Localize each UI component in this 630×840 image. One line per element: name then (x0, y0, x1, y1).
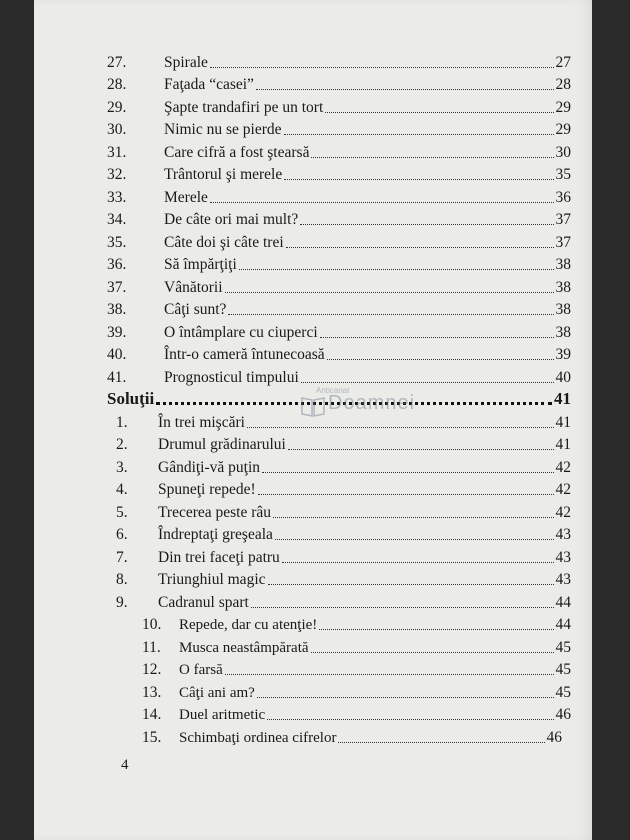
toc-entry-page: 30 (555, 143, 571, 161)
book-icon (300, 394, 326, 418)
dot-leader (300, 224, 553, 225)
toc-entry-title: Din trei faceţi patru (158, 548, 280, 566)
toc-entry-title: Drumul grădinarului (158, 436, 286, 453)
toc-entry (34, 299, 592, 322)
toc-entry-page: 35 (555, 166, 571, 183)
toc-entry-number: 38. (107, 301, 127, 318)
dot-leader (228, 314, 553, 315)
toc-entry-title: Schimbaţi ordinea cifrelor (179, 729, 337, 746)
toc-entry-page: 42 (555, 458, 571, 476)
dot-leader (225, 674, 554, 675)
toc-entry-number: 35. (107, 233, 127, 251)
dot-leader (319, 629, 553, 630)
toc-entry-title: Să împărţiţi (164, 256, 237, 273)
dot-leader (311, 157, 553, 158)
toc-entry-title: În trei mişcări (158, 413, 245, 431)
toc-entry-page: 43 (555, 571, 571, 588)
toc-entry (34, 276, 592, 299)
toc-entry (34, 546, 592, 569)
toc-entry-page: 38 (555, 301, 571, 318)
toc-entry-title: Într-o cameră întunecoasă (164, 346, 325, 363)
dot-leader (338, 742, 544, 743)
watermark (300, 386, 416, 426)
toc-entry-number: 1. (116, 413, 128, 431)
toc-entry-page: 37 (555, 233, 571, 251)
dot-leader (258, 494, 554, 495)
toc-entry-number: 5. (116, 503, 128, 521)
dot-leader (247, 427, 554, 428)
dot-leader (267, 719, 553, 720)
toc-entry-page: 41 (555, 436, 571, 453)
toc-entry-title: De câte ori mai mult? (164, 211, 299, 228)
toc-entry-page: 29 (555, 121, 571, 138)
toc-entry-page: 39 (555, 346, 571, 363)
toc-entry-title: O farsă (179, 662, 223, 678)
dot-leader (282, 562, 554, 563)
toc-entry-number: 40. (107, 346, 127, 363)
page-folio: 4 (121, 757, 129, 773)
toc-entry (34, 591, 592, 614)
toc-entry-title: Repede, dar cu atenţie! (179, 617, 318, 633)
toc-entry (34, 704, 592, 727)
dot-leader (239, 269, 554, 270)
toc-entry-page: 43 (555, 548, 571, 566)
toc-entry (34, 51, 592, 74)
toc-entry-number: 27. (107, 53, 127, 71)
dot-leader (327, 359, 554, 360)
toc-entry-title: Spirale (164, 53, 208, 71)
toc-entry-title: Trântorul şi merele (164, 166, 283, 183)
toc-entry-number: 12. (142, 661, 162, 678)
toc-entry-title: Nimic nu se pierde (164, 121, 282, 138)
toc-entry-title: Duel aritmetic (179, 707, 266, 723)
toc-entry-number: 30. (107, 121, 127, 138)
toc-entry (34, 119, 592, 142)
dot-leader (301, 382, 554, 383)
toc-entry (34, 456, 592, 479)
toc-entry (34, 164, 592, 187)
toc-entry-page: 41 (554, 389, 571, 408)
toc-entry-title: Prognosticul timpului (164, 368, 299, 386)
toc-entry-number: 33. (107, 188, 127, 206)
dot-leader (210, 67, 554, 68)
toc-entry-number: 4. (116, 481, 128, 498)
toc-entry-page: 44 (555, 616, 571, 633)
toc-entry (34, 726, 592, 749)
toc-entry-page: 41 (555, 413, 571, 431)
toc-entry (34, 614, 592, 637)
toc-entry-title: Soluţii (107, 389, 155, 408)
toc-entry-title: Trecerea peste râu (158, 503, 272, 521)
toc-entry-page: 29 (555, 98, 571, 116)
watermark-big-text: Doamnei (328, 392, 416, 414)
toc-entry-number: 3. (116, 458, 128, 476)
toc-entry-number: 9. (116, 593, 128, 611)
dot-leader (320, 337, 554, 338)
dot-leader (257, 697, 554, 698)
toc-entry-number: 7. (116, 548, 128, 566)
toc-entry-number: 29. (107, 98, 127, 116)
dot-leader (311, 652, 554, 653)
dot-leader (325, 112, 553, 113)
dot-leader (284, 179, 553, 180)
dot-leader (268, 584, 554, 585)
toc-entry-page: 40 (555, 368, 571, 386)
toc-entry-page: 36 (555, 188, 571, 206)
toc-entry-title: Musca neastâmpărată (179, 639, 309, 656)
toc-entry (34, 231, 592, 254)
toc-entry-number: 36. (107, 256, 127, 273)
toc-entry-number: 2. (116, 436, 128, 453)
toc-entry-page: 44 (555, 593, 571, 611)
toc-entry-number: 37. (107, 278, 127, 296)
toc-entry-page: 38 (555, 323, 571, 341)
toc-entry (34, 524, 592, 547)
toc-entry-number: 41. (107, 368, 127, 386)
dot-leader (275, 539, 554, 540)
toc-entry-number: 15. (142, 728, 162, 746)
toc-entry-page: 42 (555, 481, 571, 498)
toc-entry-title: Câte doi şi câte trei (164, 233, 284, 251)
toc-entry-number: 14. (142, 706, 162, 723)
toc-entry-number: 11. (142, 638, 161, 656)
toc-entry-page: 46 (555, 706, 571, 723)
toc-entry (34, 659, 592, 682)
toc-entry (34, 681, 592, 704)
toc-entry (34, 434, 592, 457)
toc-entry-title: Gândiţi-vă puţin (158, 458, 261, 476)
dot-leader (210, 202, 554, 203)
toc-entry-title: O întâmplare cu ciuperci (164, 323, 318, 341)
toc-entry (34, 209, 592, 232)
book-page (34, 0, 592, 840)
dot-leader (288, 449, 554, 450)
toc-entry (34, 344, 592, 367)
toc-entry-page: 45 (555, 638, 571, 656)
toc-entry-page: 42 (555, 503, 571, 521)
toc-entry-title: Şapte trandafiri pe un tort (164, 98, 324, 116)
toc-entry-page: 38 (555, 256, 571, 273)
dot-leader (251, 607, 554, 608)
toc-entry-title: Îndreptaţi greşeala (158, 526, 273, 543)
toc-entry-title: Câţi ani am? (179, 684, 255, 701)
toc-entry-number: 32. (107, 166, 127, 183)
toc-entry-title: Cadranul spart (158, 593, 249, 611)
dot-leader (256, 89, 554, 90)
toc-entry (34, 254, 592, 277)
toc-entry-title: Faţada “casei” (164, 76, 254, 93)
toc-entry (34, 569, 592, 592)
toc-entry (34, 501, 592, 524)
toc-entry-number: 13. (142, 683, 162, 701)
toc-entry-title: Merele (164, 188, 208, 206)
toc-entry-number: 10. (142, 616, 162, 633)
toc-entry (34, 141, 592, 164)
toc-entry (34, 74, 592, 97)
toc-entry (34, 186, 592, 209)
toc-entry-number: 6. (116, 526, 128, 543)
toc-entry-number: 34. (107, 211, 127, 228)
watermark-small-text: Anticariat (316, 386, 350, 395)
toc-entry-number: 31. (107, 143, 127, 161)
toc-entry-page: 45 (555, 683, 571, 701)
toc-entry (34, 321, 592, 344)
toc-entry-number: 8. (116, 571, 128, 588)
toc-entry-title: Care cifră a fost ştearsă (164, 143, 310, 161)
toc-entry-title: Câţi sunt? (164, 301, 227, 318)
toc-entry-title: Triunghiul magic (158, 571, 266, 588)
toc-entry-title: Spuneţi repede! (158, 481, 256, 498)
toc-entry (34, 479, 592, 502)
dot-leader (284, 134, 554, 135)
toc-entry-title: Vânătorii (164, 278, 223, 296)
dot-leader (262, 472, 553, 473)
dot-leader (225, 292, 554, 293)
toc-entry-page: 46 (546, 728, 562, 746)
dot-leader (273, 517, 553, 518)
toc-entry-page: 38 (555, 278, 571, 296)
dot-leader (286, 247, 554, 248)
toc-entry-page: 28 (555, 76, 571, 93)
toc-entry-number: 39. (107, 323, 127, 341)
toc-entry-number: 28. (107, 76, 127, 93)
toc-entry-page: 43 (555, 526, 571, 543)
toc-entry (34, 636, 592, 659)
toc-entry-page: 27 (555, 53, 571, 71)
toc-entry-page: 37 (555, 211, 571, 228)
toc-entry (34, 96, 592, 119)
toc-entry-page: 45 (555, 661, 571, 678)
